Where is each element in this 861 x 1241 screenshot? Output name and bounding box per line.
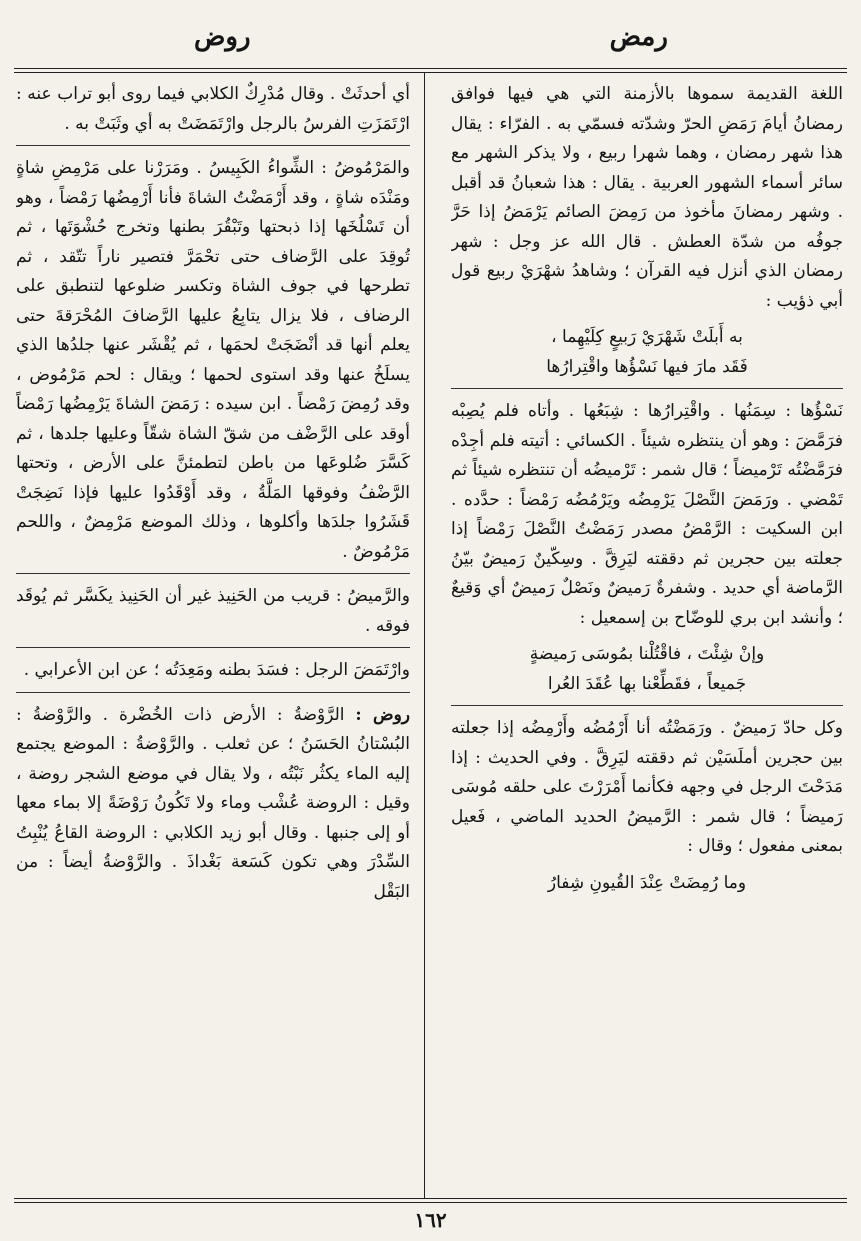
left-column: [16, 80, 410, 1192]
paragraph: أي أحدثَتْ . وقال مُدْرِكٌ الكلابي فيما روى أبو تراب عنه : ارْتَمَزَتِ الفرسُ بالرجل وارْتَمَضَتْ به أي وثَبَتْ به .: [16, 84, 410, 134]
running-header-right: رمض: [609, 22, 668, 52]
page-number: ١٦٢: [414, 1208, 447, 1232]
verse: [451, 868, 843, 898]
verse-line: فَقَد مارَ فيها نَسْؤُها واقْتِرارُها: [546, 357, 748, 377]
running-headers: [14, 22, 847, 68]
verse-line: جَميعاً ، فقَطِّعْنا بها عُقَدَ العُرا: [547, 674, 747, 694]
section-rule: [451, 388, 843, 389]
verse-line: وإنْ شِئْتَ ، فاقْتُلْنا بمُوسَى رَميضةٍ: [529, 644, 765, 664]
top-rule-inner: [14, 72, 847, 73]
paragraph: اللغة القديمة سموها بالأزمنة التي هي فيها فوافق رمضانُ أيامَ رَمَضِ الحرّ وشدّته فسمّي به . الفرّاء : يقال هذا شهر رمضان ، وهما شهرا ربيع ، ولا يذكر الشهر مع سائر أسماء الشهور العربية . يقال : هذا شعبانُ قد أقبل . وشهر رمضانَ مأخوذ من رَمِضَ الصائم يَرْمَضُ إذا حَرَّ جوفُه من شدّة العطش . قال الله عز وجل : شهر رمضان الذي أنزل فيه القرآن ؛ وشاهدُ شهْرَيْ ربيع قول أبي ذؤيب :: [451, 84, 843, 311]
section-rule: [16, 647, 410, 648]
paragraph: نَسْؤُها : سِمَنُها . واقْتِرارُها : شِبَعُها . وأتاه فلم يُصِبْه فرَمَّضَ : وهو أن ينتظره شيئاً . الكسائي : أتيته فلم أجِدْه فرَمَّضْتُه تَرْميضاً ؛ قال شمر : تَرْميضُه أن تنتظره شيئاً ثم تَمْضي . ورَمَضَ النَّصْلَ يَرْمِضُه ويَرْمُضُه رَمْضاً : حدَّده . ابن السكيت : الرَّمْضُ مصدر رَمَضْتُ النَّصْلَ رَمْضاً إذا جعلته بين حجرين ثم دققته ليَرِقَّ . وسِكّينٌ رَميضٌ بيّنُ الرَّماضة أي حديد . وشفرةٌ رَميضٌ ونَصْلٌ رَميضٌ أي وَقيعٌ ؛ وأنشد ابن بري للوضّاح بن إسمعيل :: [451, 401, 843, 628]
bottom-rule-inner: [14, 1202, 847, 1203]
entry-headword: روض :: [355, 704, 410, 725]
paragraph: والرَّميضُ : قريب من الحَنِيذ غير أن الحَنِيذ يكَسَّر ثم يُوقَد فوقه .: [16, 586, 410, 636]
verse: [451, 322, 843, 382]
running-header-left: روض: [193, 22, 251, 52]
right-column: [451, 80, 843, 1192]
entry-text: الرَّوْضةُ : الأرض ذات الخُضْرة . والرَّوْضةُ : البُسْتانُ الحَسَنُ ؛ عن ثعلب . والرَّوْضةُ : الموضع يجتمع إليه الماء يكثُر نَبْتُه ، ولا يقال في موضع الشجر روضة ، وقيل : الروضة عُشْب وماء ولا تَكُونُ رَوْضَةً إلا بماء معها أو إلى جنبها . وقال أبو زيد الكلابي : الروضة القاعُ يُنْبِتُ السِّدْرَ وهي تكون كَسَعة بَغْداذَ . والرَّوْضةُ أيضاً : من البَقْل: [16, 704, 410, 902]
section-rule: [16, 692, 410, 693]
paragraph: وكل حادّ رَميضٌ . ورَمَضْتُه أنا أَرْمُضُه وأَرْمِضُه إذا جعلته بين حجرين أملَسَيْن ثم دققته ليَرِقَّ . وفي الحديث : إذا مَدَحْتَ الرجل في وجهه فكأنما أَمْرَرْتَ على حلقه مُوسَى رَميضاً ؛ قال شمر : الرَّميضُ الحديد الماضي ، فَعيل بمعنى مفعول ؛ وقال :: [451, 718, 843, 856]
entry-paragraph: [16, 701, 410, 908]
top-rule: [14, 68, 847, 69]
verse-line: وما رُمِضَتْ عِنْدَ القُيونِ شِفارُ: [547, 872, 747, 893]
verse-line: به أَبلَتْ شَهْرَيْ رَبيعٍ كِلَيْهِما ،: [551, 327, 743, 347]
paragraph: والمَرْمُوضُ : الشِّواءُ الكَبِيسُ . ومَرَرْنا على مَرْمِضِ شاةٍ ومَنْدَه شاةٍ ، وقد أَرْمَضْتُ الشاةَ فأنا أَرْمِضُها رَمْضاً ، وهو أن تَسْلُخَها إذا ذبحتها وتَبْقُرَ بطنها وتخرج حُشْوَتَها ، ثم تُوقِدَ على الرَّضاف حتى تحْمَرَّ فتصير ناراً تتّقد ، ثم تطرحها في جوف الشاة وتكسر ضلوعها لتنطبق على الرضاف ، فلا يزال يتابِعُ عليها الرَّضافَ المُحْرَقةَ حتى يعلم أنها قد أنْضَجَتْ لحمَها ، ثم يُقْشَر عنها جلدُها الذي يسلَخُ عنها وقد استوى لحمها ؛ ويقال : لحم مَرْمُوض ، وقد رُمِضَ رَمْضاً . ابن سيده : رَمَضَ الشاةَ يَرْمِضُها رَمْضاً أوقد على الرَّضْف من شقّ الشاة شقّاً وعليها جلدها ، ثم كَسَّرَ ضُلوعَها من باطن لتطمئنَّ على الأرض ، وتحتها الرَّضْفُ وفوقها المَلَّةُ ، وقد أَوْقَدُوا عليها فإذا نَضِجَتْ قَشَرُوا جلدَها وأكلوها ، وذلك الموضع مَرْمِضٌ ، واللحم مَرْمُوضٌ .: [16, 158, 410, 562]
paragraph: وارْتَمَضَ الرجل : فسَدَ بطنه ومَعِدَتُه ؛ عن ابن الأعرابي .: [23, 660, 410, 680]
section-rule: [451, 705, 843, 706]
column-divider: [424, 72, 425, 1198]
section-rule: [16, 573, 410, 574]
verse: [451, 639, 843, 699]
section-rule: [16, 145, 410, 146]
bottom-rule: [14, 1198, 847, 1199]
